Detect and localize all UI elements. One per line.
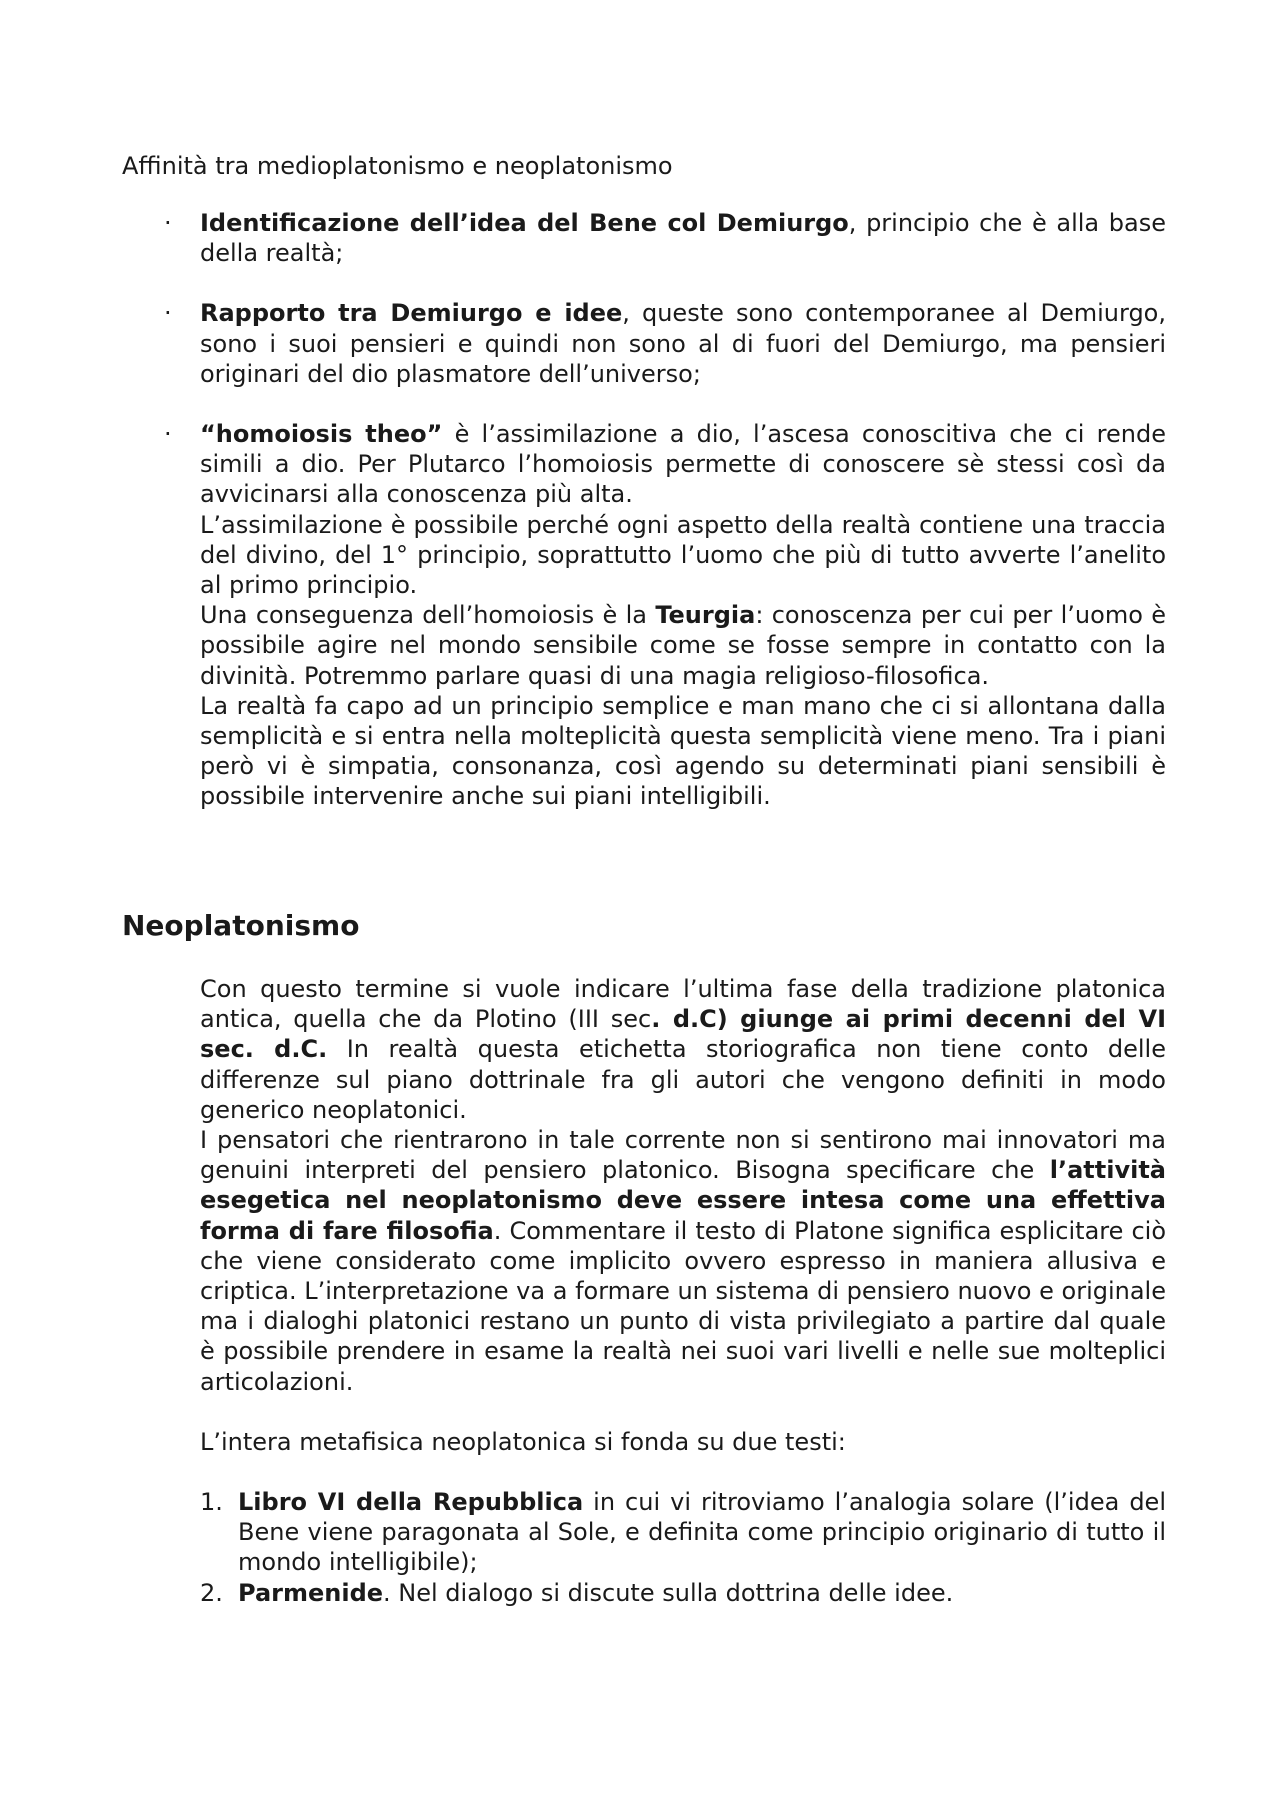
bold-term: Rapporto tra Demiurgo e idee <box>200 299 623 328</box>
bold-term: . d.C) giunge ai primi decenni del VI sec. d.C. <box>200 1005 1167 1064</box>
list-item <box>0 298 1280 389</box>
bullet-paragraph <box>200 419 1166 510</box>
paragraph: L’assimilazione è possibile perché ogni aspetto della realtà contiene una traccia del divino, del 1° principio, soprattutto l’uomo che più di tutto avverte l’anelito al primo principio. <box>200 510 1166 600</box>
paragraph-text: In realtà questa etichetta storiografica non tiene conto delle differenze sul piano dottrinale fra gli autori che vengono definiti in modo generico neoplatonici. <box>200 1035 1166 1124</box>
intro-title: Affinità tra medioplatonismo e neoplatonismo <box>122 152 673 180</box>
numbered-list <box>200 1487 1166 1608</box>
bold-term: Identificazione dell’idea del Bene col Demiurgo <box>200 209 849 237</box>
bold-term: Teurgia <box>655 601 756 630</box>
bullet-paragraph <box>200 298 1166 389</box>
paragraph-text: , queste sono contemporanee al Demiurgo, sono i suoi pensieri e quindi non sono al di fuori del Demiurgo, ma pensieri originari del dio plasmatore dell’universo; <box>200 299 1166 388</box>
paragraph-text: : conoscenza per cui per l’uomo è possibile agire nel mondo sensibile come se fosse sempre in contatto con la divinità. Potremmo parlare quasi di una magia religioso-filosofica. <box>200 601 1166 690</box>
paragraph: L’intera metafisica neoplatonica si fonda su due testi: <box>200 1427 846 1456</box>
bullet-mark: · <box>164 209 172 237</box>
list-number: 2. <box>200 1578 223 1607</box>
bold-term: “homoiosis theo” <box>200 420 443 449</box>
paragraph-text: è l’assimilazione a dio, l’ascesa conoscitiva che ci rende simili a dio. Per Plutarco l’homoiosis permette di conoscere sè stessi così da avvicinarsi alla conoscenza più alta. <box>200 420 1166 509</box>
list-item <box>200 1578 1166 1608</box>
paragraph-text: . Commentare il testo di Platone significa esplicitare ciò che viene considerato come implicito ovvero espresso in maniera allusiva e criptica. L’interpretazione va a formare un sistema di pensiero nuovo e originale ma i dialoghi platonici restano un punto di vista privilegiato a partire dal quale è possibile prendere in esame la realtà nei suoi vari livelli e nelle sue molteplici articolazioni. <box>200 1216 1167 1396</box>
bullet-mark: · <box>164 420 172 449</box>
section-heading: Neoplatonismo <box>122 909 360 942</box>
paragraph <box>200 974 1166 1125</box>
spacer <box>200 1397 1166 1427</box>
paragraph-text: Una conseguenza dell’homoiosis è la <box>200 601 656 630</box>
affinity-list <box>0 208 1280 842</box>
paragraph-text: , principio che è alla base della realtà; <box>200 209 1166 268</box>
bullet-paragraph <box>200 208 1166 268</box>
paragraph <box>200 600 1166 691</box>
paragraph: La realtà fa capo ad un principio semplice e man mano che ci si allontana dalla semplicità e si entra nella molteplicità questa semplicità viene meno. Tra i piani però vi è simpatia, consonanza, così agendo su determinati piani sensibili è possibile intervenire anche sui piani intelligibili. <box>200 691 1166 811</box>
neoplatonismo-body <box>200 974 1166 1608</box>
paragraph-text: Con questo termine si vuole indicare l’ultima fase della tradizione platonica antica, quella che da Plotino (III sec <box>200 975 1166 1034</box>
list-item <box>0 208 1280 268</box>
bold-term: Parmenide <box>238 1578 384 1607</box>
paragraph-text: in cui vi ritroviamo l’analogia solare (l’idea del Bene viene paragonata al Sole, e definita come principio originario di tutto il mondo intelligibile); <box>238 1488 1166 1577</box>
paragraph-text: I pensatori che rientrarono in tale corrente non si sentirono mai innovatori ma genuini interpreti del pensiero platonico. Bisogna specificare che <box>200 1126 1166 1185</box>
bold-term: l’attività esegetica nel neoplatonismo deve essere intesa come una effettiva forma di fare filosofia <box>200 1156 1166 1245</box>
spacer <box>200 1457 1166 1487</box>
bold-term: Libro VI della Repubblica <box>238 1488 584 1517</box>
paragraph <box>200 1125 1166 1397</box>
list-item <box>0 419 1280 812</box>
bullet-mark: · <box>164 299 172 328</box>
paragraph-text: . Nel dialogo si discute sulla dottrina delle idee. <box>383 1578 954 1607</box>
list-number: 1. <box>200 1488 223 1517</box>
list-item <box>200 1487 1166 1578</box>
